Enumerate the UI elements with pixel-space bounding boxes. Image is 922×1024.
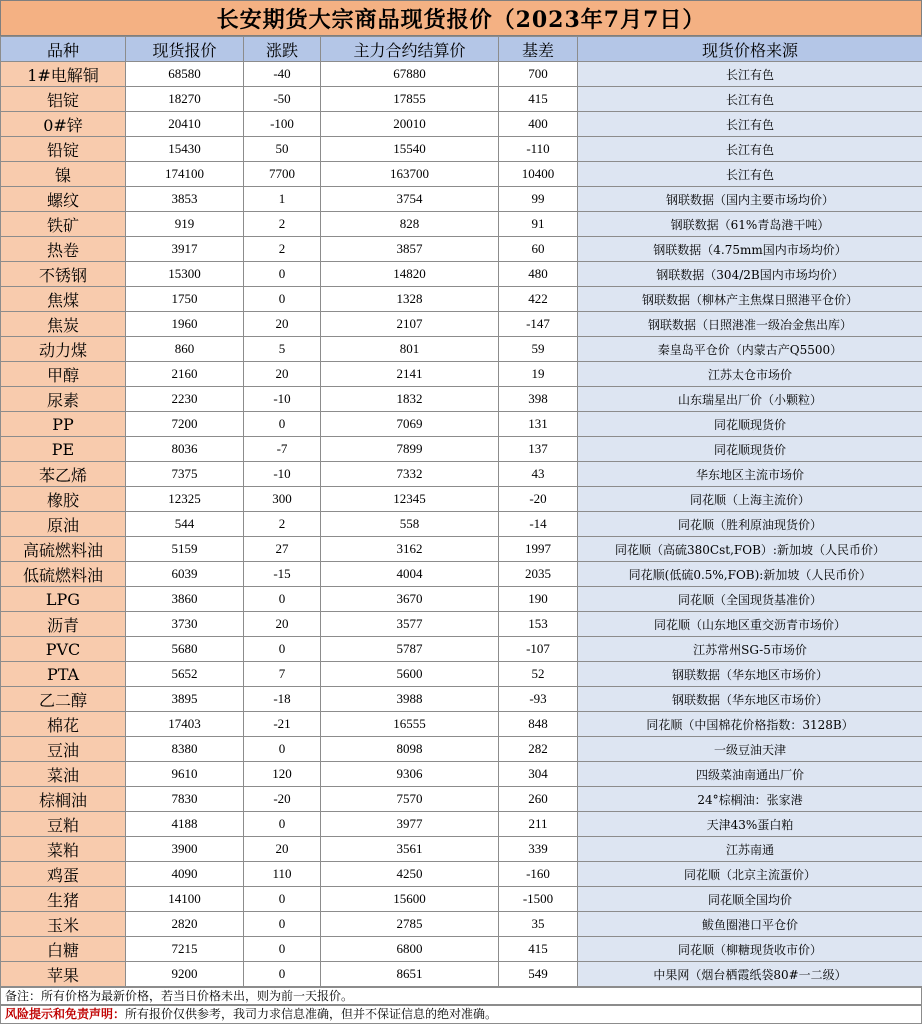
cell-spot-price: 3895	[126, 687, 244, 712]
cell-basis: -147	[499, 312, 578, 337]
cell-settlement: 67880	[321, 62, 499, 87]
cell-spot-price: 4188	[126, 812, 244, 837]
cell-change: 0	[244, 937, 321, 962]
cell-source: 同花顺（北京主流蛋价）	[578, 862, 922, 887]
header-spot-price: 现货报价	[126, 37, 244, 62]
table-row	[1, 662, 922, 687]
cell-change: -7	[244, 437, 321, 462]
cell-commodity: 棕榈油	[1, 787, 126, 812]
page-title: 长安期货大宗商品现货报价（2023年7月7日）	[0, 0, 922, 36]
table-row	[1, 362, 922, 387]
table-row	[1, 512, 922, 537]
cell-basis: 153	[499, 612, 578, 637]
cell-settlement: 801	[321, 337, 499, 362]
cell-settlement: 1832	[321, 387, 499, 412]
cell-settlement: 15540	[321, 137, 499, 162]
cell-spot-price: 9610	[126, 762, 244, 787]
cell-source: 钢联数据（柳林产主焦煤日照港平仓价）	[578, 287, 922, 312]
cell-settlement: 2107	[321, 312, 499, 337]
cell-commodity: 螺纹	[1, 187, 126, 212]
table-row	[1, 212, 922, 237]
cell-source: 同花顺(低硫0.5%,FOB):新加坡（人民币价）	[578, 562, 922, 587]
cell-source: 四级菜油南通出厂价	[578, 762, 922, 787]
cell-commodity: PE	[1, 437, 126, 462]
cell-basis: 59	[499, 337, 578, 362]
cell-change: 20	[244, 837, 321, 862]
cell-source: 同花顺（山东地区重交沥青市场价）	[578, 612, 922, 637]
cell-basis: 211	[499, 812, 578, 837]
header-basis: 基差	[499, 37, 578, 62]
cell-basis: 60	[499, 237, 578, 262]
cell-change: -18	[244, 687, 321, 712]
cell-settlement: 558	[321, 512, 499, 537]
cell-basis: 549	[499, 962, 578, 987]
cell-spot-price: 3900	[126, 837, 244, 862]
cell-settlement: 12345	[321, 487, 499, 512]
cell-basis: 282	[499, 737, 578, 762]
cell-spot-price: 1960	[126, 312, 244, 337]
cell-basis: 700	[499, 62, 578, 87]
cell-basis: 2035	[499, 562, 578, 587]
cell-change: 20	[244, 362, 321, 387]
cell-spot-price: 8036	[126, 437, 244, 462]
cell-basis: 43	[499, 462, 578, 487]
cell-source: 同花顺现货价	[578, 412, 922, 437]
cell-basis: 131	[499, 412, 578, 437]
cell-commodity: LPG	[1, 587, 126, 612]
cell-commodity: PP	[1, 412, 126, 437]
cell-spot-price: 5159	[126, 537, 244, 562]
cell-settlement: 8651	[321, 962, 499, 987]
cell-commodity: 铅锭	[1, 137, 126, 162]
table-row	[1, 612, 922, 637]
cell-spot-price: 2230	[126, 387, 244, 412]
cell-change: -40	[244, 62, 321, 87]
cell-change: 300	[244, 487, 321, 512]
cell-source: 鲅鱼圈港口平仓价	[578, 912, 922, 937]
cell-commodity: 铝锭	[1, 87, 126, 112]
cell-spot-price: 860	[126, 337, 244, 362]
cell-basis: -14	[499, 512, 578, 537]
table-row	[1, 112, 922, 137]
cell-spot-price: 174100	[126, 162, 244, 187]
cell-source: 同花顺（上海主流价）	[578, 487, 922, 512]
cell-basis: 190	[499, 587, 578, 612]
cell-spot-price: 3917	[126, 237, 244, 262]
cell-change: 2	[244, 512, 321, 537]
cell-change: 5	[244, 337, 321, 362]
cell-basis: 339	[499, 837, 578, 862]
cell-source: 钢联数据（日照港准一级冶金焦出库）	[578, 312, 922, 337]
cell-spot-price: 8380	[126, 737, 244, 762]
cell-basis: 99	[499, 187, 578, 212]
cell-spot-price: 7200	[126, 412, 244, 437]
cell-basis: 415	[499, 937, 578, 962]
cell-source: 钢联数据（304/2B国内市场均价）	[578, 262, 922, 287]
table-row	[1, 412, 922, 437]
cell-commodity: 菜粕	[1, 837, 126, 862]
cell-commodity: 苯乙烯	[1, 462, 126, 487]
table-row	[1, 387, 922, 412]
cell-basis: 1997	[499, 537, 578, 562]
cell-commodity: 铁矿	[1, 212, 126, 237]
cell-commodity: 热卷	[1, 237, 126, 262]
cell-settlement: 2785	[321, 912, 499, 937]
cell-basis: 398	[499, 387, 578, 412]
table-row	[1, 787, 922, 812]
cell-spot-price: 2820	[126, 912, 244, 937]
cell-spot-price: 544	[126, 512, 244, 537]
cell-source: 江苏太仓市场价	[578, 362, 922, 387]
cell-source: 24°棕榈油：张家港	[578, 787, 922, 812]
cell-commodity: 乙二醇	[1, 687, 126, 712]
table-row	[1, 487, 922, 512]
header-commodity: 品种	[1, 37, 126, 62]
risk-disclaimer	[0, 1005, 922, 1024]
cell-spot-price: 3853	[126, 187, 244, 212]
cell-basis: 10400	[499, 162, 578, 187]
table-row	[1, 462, 922, 487]
cell-settlement: 8098	[321, 737, 499, 762]
cell-source: 山东瑞星出厂价（小颗粒）	[578, 387, 922, 412]
cell-settlement: 7332	[321, 462, 499, 487]
cell-change: -20	[244, 787, 321, 812]
cell-source: 江苏常州SG-5市场价	[578, 637, 922, 662]
cell-basis: 91	[499, 212, 578, 237]
cell-commodity: 动力煤	[1, 337, 126, 362]
cell-change: 7	[244, 662, 321, 687]
cell-source: 同花顺（胜利原油现货价）	[578, 512, 922, 537]
cell-spot-price: 3730	[126, 612, 244, 637]
cell-change: 27	[244, 537, 321, 562]
table-row	[1, 287, 922, 312]
cell-settlement: 163700	[321, 162, 499, 187]
cell-spot-price: 7830	[126, 787, 244, 812]
table-header	[1, 37, 922, 62]
cell-spot-price: 12325	[126, 487, 244, 512]
cell-source: 同花顺（柳糖现货收市价）	[578, 937, 922, 962]
cell-source: 同花顺（高硫380Cst,FOB）:新加坡（人民币价）	[578, 537, 922, 562]
table-row	[1, 687, 922, 712]
table-row	[1, 712, 922, 737]
cell-source: 长江有色	[578, 62, 922, 87]
cell-basis: -20	[499, 487, 578, 512]
cell-commodity: 低硫燃料油	[1, 562, 126, 587]
cell-settlement: 828	[321, 212, 499, 237]
cell-spot-price: 1750	[126, 287, 244, 312]
table-row	[1, 937, 922, 962]
cell-change: -10	[244, 387, 321, 412]
quote-table	[0, 36, 922, 987]
cell-commodity: 原油	[1, 512, 126, 537]
cell-commodity: 橡胶	[1, 487, 126, 512]
table-row	[1, 562, 922, 587]
cell-basis: 35	[499, 912, 578, 937]
cell-commodity: 玉米	[1, 912, 126, 937]
cell-commodity: 豆油	[1, 737, 126, 762]
cell-basis: 19	[499, 362, 578, 387]
cell-commodity: 棉花	[1, 712, 126, 737]
cell-source: 长江有色	[578, 137, 922, 162]
cell-basis: 480	[499, 262, 578, 287]
cell-commodity: PTA	[1, 662, 126, 687]
cell-commodity: 焦炭	[1, 312, 126, 337]
header-change: 涨跌	[244, 37, 321, 62]
cell-commodity: 白糖	[1, 937, 126, 962]
cell-basis: 52	[499, 662, 578, 687]
table-row	[1, 337, 922, 362]
cell-settlement: 4004	[321, 562, 499, 587]
cell-spot-price: 2160	[126, 362, 244, 387]
cell-basis: 304	[499, 762, 578, 787]
cell-change: 50	[244, 137, 321, 162]
header-row	[1, 37, 922, 62]
cell-spot-price: 20410	[126, 112, 244, 137]
cell-change: 20	[244, 612, 321, 637]
cell-basis: -93	[499, 687, 578, 712]
cell-settlement: 14820	[321, 262, 499, 287]
cell-settlement: 15600	[321, 887, 499, 912]
cell-source: 同花顺（全国现货基准价）	[578, 587, 922, 612]
cell-source: 钢联数据（4.75mm国内市场均价）	[578, 237, 922, 262]
cell-source: 江苏南通	[578, 837, 922, 862]
cell-spot-price: 5652	[126, 662, 244, 687]
table-row	[1, 737, 922, 762]
table-row	[1, 237, 922, 262]
table-row	[1, 137, 922, 162]
cell-settlement: 3977	[321, 812, 499, 837]
header-settlement: 主力合约结算价	[321, 37, 499, 62]
footnote: 备注：所有价格为最新价格，若当日价格未出，则为前一天报价。	[0, 987, 922, 1005]
cell-source: 一级豆油天津	[578, 737, 922, 762]
table-row	[1, 312, 922, 337]
cell-settlement: 3857	[321, 237, 499, 262]
cell-change: 20	[244, 312, 321, 337]
cell-settlement: 2141	[321, 362, 499, 387]
cell-commodity: 高硫燃料油	[1, 537, 126, 562]
table-row	[1, 912, 922, 937]
cell-source: 长江有色	[578, 112, 922, 137]
cell-spot-price: 17403	[126, 712, 244, 737]
cell-settlement: 20010	[321, 112, 499, 137]
cell-spot-price: 15300	[126, 262, 244, 287]
cell-commodity: 生猪	[1, 887, 126, 912]
cell-change: 0	[244, 412, 321, 437]
cell-change: 0	[244, 287, 321, 312]
cell-change: -100	[244, 112, 321, 137]
cell-change: 7700	[244, 162, 321, 187]
cell-source: 长江有色	[578, 162, 922, 187]
table-row	[1, 637, 922, 662]
cell-spot-price: 18270	[126, 87, 244, 112]
table-row	[1, 162, 922, 187]
cell-basis: 137	[499, 437, 578, 462]
cell-source: 同花顺（中国棉花价格指数：3128B）	[578, 712, 922, 737]
table-body	[1, 62, 922, 987]
cell-settlement: 3754	[321, 187, 499, 212]
risk-text: 所有报价仅供参考，我司力求信息准确，但并不保证信息的绝对准确。	[125, 1007, 498, 1021]
cell-basis: 400	[499, 112, 578, 137]
cell-source: 钢联数据（华东地区市场价）	[578, 687, 922, 712]
cell-change: 0	[244, 737, 321, 762]
cell-change: 120	[244, 762, 321, 787]
cell-spot-price: 9200	[126, 962, 244, 987]
cell-change: -21	[244, 712, 321, 737]
risk-label: 风险提示和免责声明：	[5, 1007, 126, 1021]
cell-settlement: 7899	[321, 437, 499, 462]
cell-change: 0	[244, 812, 321, 837]
cell-basis: -160	[499, 862, 578, 887]
cell-commodity: 镍	[1, 162, 126, 187]
cell-settlement: 3670	[321, 587, 499, 612]
cell-spot-price: 4090	[126, 862, 244, 887]
cell-settlement: 7069	[321, 412, 499, 437]
cell-settlement: 9306	[321, 762, 499, 787]
cell-spot-price: 7375	[126, 462, 244, 487]
cell-change: 0	[244, 262, 321, 287]
cell-change: 110	[244, 862, 321, 887]
cell-settlement: 5787	[321, 637, 499, 662]
cell-commodity: 不锈钢	[1, 262, 126, 287]
cell-change: 0	[244, 587, 321, 612]
cell-change: 0	[244, 637, 321, 662]
table-row	[1, 862, 922, 887]
cell-source: 中果网（烟台栖霞纸袋80#一二级）	[578, 962, 922, 987]
cell-spot-price: 6039	[126, 562, 244, 587]
cell-basis: 415	[499, 87, 578, 112]
cell-source: 钢联数据（华东地区市场价）	[578, 662, 922, 687]
cell-change: 1	[244, 187, 321, 212]
cell-commodity: 0#锌	[1, 112, 126, 137]
cell-settlement: 17855	[321, 87, 499, 112]
cell-spot-price: 7215	[126, 937, 244, 962]
cell-commodity: 焦煤	[1, 287, 126, 312]
cell-change: 2	[244, 212, 321, 237]
cell-commodity: 豆粕	[1, 812, 126, 837]
table-row	[1, 62, 922, 87]
cell-change: -15	[244, 562, 321, 587]
cell-basis: 260	[499, 787, 578, 812]
table-row	[1, 837, 922, 862]
table-row	[1, 537, 922, 562]
cell-spot-price: 15430	[126, 137, 244, 162]
cell-source: 同花顺全国均价	[578, 887, 922, 912]
cell-change: 0	[244, 912, 321, 937]
cell-settlement: 6800	[321, 937, 499, 962]
cell-commodity: 菜油	[1, 762, 126, 787]
table-row	[1, 887, 922, 912]
cell-spot-price: 3860	[126, 587, 244, 612]
cell-spot-price: 68580	[126, 62, 244, 87]
cell-change: 2	[244, 237, 321, 262]
table-row	[1, 962, 922, 987]
cell-source: 长江有色	[578, 87, 922, 112]
cell-basis: 848	[499, 712, 578, 737]
table-row	[1, 587, 922, 612]
cell-settlement: 3577	[321, 612, 499, 637]
cell-spot-price: 919	[126, 212, 244, 237]
table-row	[1, 87, 922, 112]
cell-change: -50	[244, 87, 321, 112]
cell-commodity: 苹果	[1, 962, 126, 987]
cell-source: 天津43%蛋白粕	[578, 812, 922, 837]
table-row	[1, 187, 922, 212]
cell-source: 秦皇岛平仓价（内蒙古产Q5500）	[578, 337, 922, 362]
cell-source: 钢联数据（61%青岛港干吨）	[578, 212, 922, 237]
cell-source: 同花顺现货价	[578, 437, 922, 462]
cell-commodity: PVC	[1, 637, 126, 662]
cell-settlement: 16555	[321, 712, 499, 737]
table-row	[1, 812, 922, 837]
cell-change: 0	[244, 887, 321, 912]
cell-commodity: 甲醇	[1, 362, 126, 387]
cell-source: 华东地区主流市场价	[578, 462, 922, 487]
table-row	[1, 262, 922, 287]
cell-commodity: 尿素	[1, 387, 126, 412]
cell-settlement: 3988	[321, 687, 499, 712]
cell-settlement: 3561	[321, 837, 499, 862]
table-row	[1, 762, 922, 787]
cell-basis: -107	[499, 637, 578, 662]
cell-settlement: 5600	[321, 662, 499, 687]
cell-change: -10	[244, 462, 321, 487]
cell-spot-price: 14100	[126, 887, 244, 912]
cell-settlement: 1328	[321, 287, 499, 312]
cell-settlement: 4250	[321, 862, 499, 887]
table-row	[1, 437, 922, 462]
cell-commodity: 沥青	[1, 612, 126, 637]
cell-change: 0	[244, 962, 321, 987]
cell-settlement: 7570	[321, 787, 499, 812]
cell-commodity: 1#电解铜	[1, 62, 126, 87]
cell-basis: -1500	[499, 887, 578, 912]
header-source: 现货价格来源	[578, 37, 922, 62]
cell-source: 钢联数据（国内主要市场均价）	[578, 187, 922, 212]
cell-commodity: 鸡蛋	[1, 862, 126, 887]
cell-spot-price: 5680	[126, 637, 244, 662]
cell-basis: 422	[499, 287, 578, 312]
cell-settlement: 3162	[321, 537, 499, 562]
cell-basis: -110	[499, 137, 578, 162]
